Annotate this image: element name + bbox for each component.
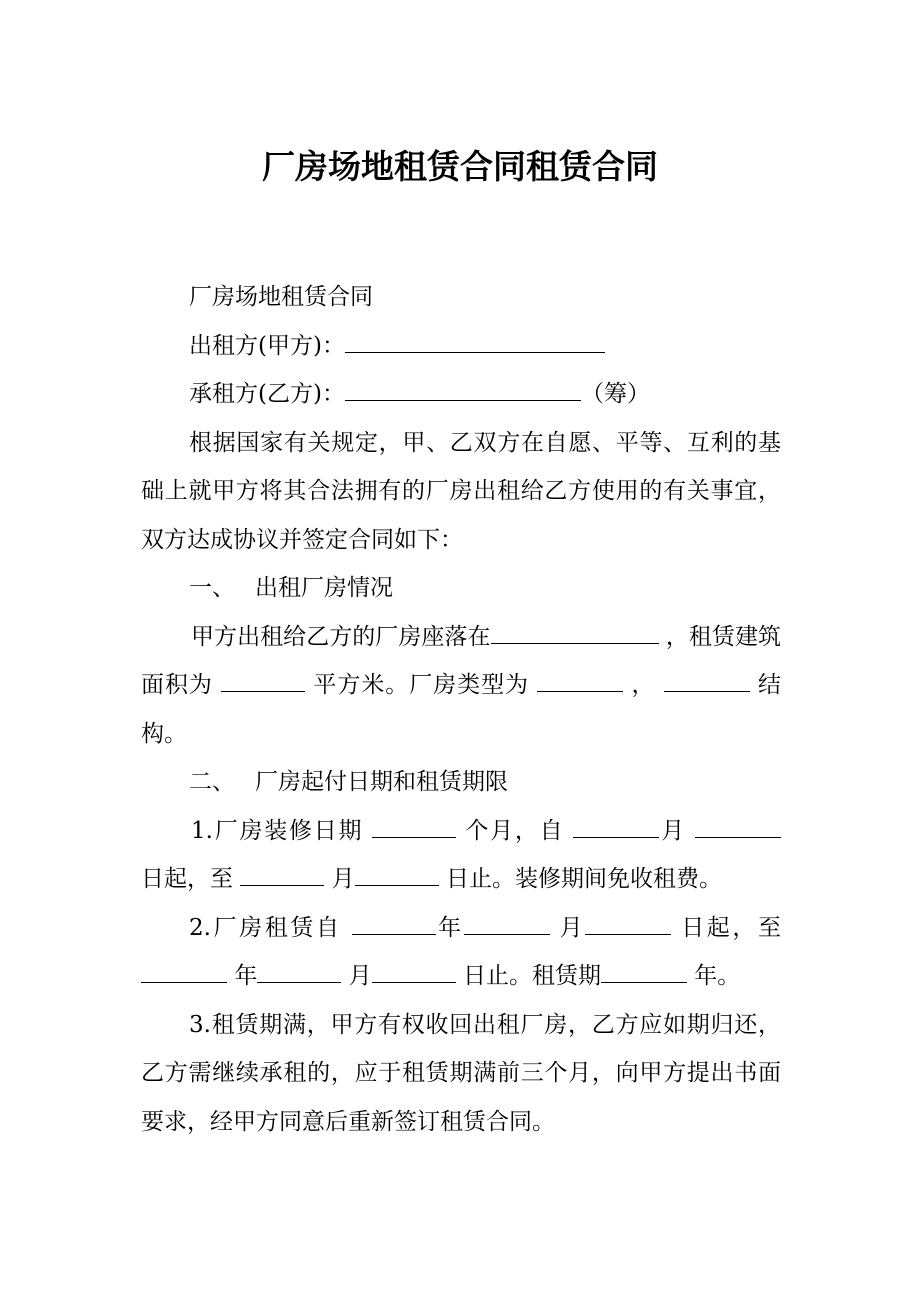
lessor-line — [141, 322, 781, 371]
section-2-number: 二、 — [189, 769, 235, 795]
lessee-line — [141, 370, 781, 419]
lease-end-day-blank — [372, 960, 456, 983]
lessor-blank — [345, 330, 605, 353]
lease-start-month-blank — [464, 912, 550, 935]
lease-end-month-blank — [257, 960, 341, 983]
section-1-heading — [141, 564, 781, 613]
section-1-paragraph: 甲方出租给乙方的厂房座落在 ，租赁建筑面积为 平方米。厂房类型为 ， 结构。 — [141, 613, 781, 759]
lessee-blank — [345, 378, 581, 401]
location-blank — [491, 621, 659, 644]
section-1-title: 出租厂房情况 — [255, 575, 393, 601]
preamble-paragraph: 根据国家有关规定，甲、乙双方在自愿、平等、互利的基础上就甲方将其合法拥有的厂房出租给乙方使用的有关事宜，双方达成协议并签定合同如下： — [141, 429, 781, 553]
contract-body — [141, 273, 781, 1146]
end-day-blank — [355, 863, 439, 886]
start-month-blank — [573, 815, 659, 838]
section-2-heading — [141, 758, 781, 807]
lessor-label: 出租方(甲方)： — [189, 332, 345, 359]
clause-3-paragraph: 3.租赁期满，甲方有权收回出租厂房，乙方应如期归还，乙方需继续承租的，应于租赁期满前三个月，向甲方提出书面要求，经甲方同意后重新签订租赁合同。 — [141, 1011, 781, 1135]
lessee-label: 承租方(乙方)： — [189, 381, 345, 407]
clause-1-paragraph: 1.厂房装修日期 个月，自 月 日起，至 月 日止。装修期间免收租费。 — [141, 807, 781, 904]
end-month-blank — [240, 863, 324, 886]
contract-heading: 厂房场地租赁合同 — [189, 284, 373, 310]
start-day-blank — [695, 815, 781, 838]
months-blank — [372, 815, 456, 838]
lease-end-year-blank — [141, 960, 227, 983]
section-2-title: 厂房起付日期和租赁期限 — [255, 769, 508, 795]
area-blank — [221, 669, 305, 692]
lease-start-day-blank — [585, 912, 671, 935]
lease-start-year-blank — [352, 912, 436, 935]
type-blank — [537, 669, 623, 692]
clause-2-paragraph: 2.厂房租赁自 年 月 日起，至 年 月 日止。租赁期 年。 — [141, 904, 781, 1001]
structure-blank — [664, 669, 750, 692]
document-title: 厂房场地租赁合同租赁合同 — [262, 147, 658, 186]
section-1-number: 一、 — [189, 575, 235, 601]
lessee-suffix: （筹） — [580, 381, 650, 407]
lease-term-blank — [601, 960, 687, 983]
